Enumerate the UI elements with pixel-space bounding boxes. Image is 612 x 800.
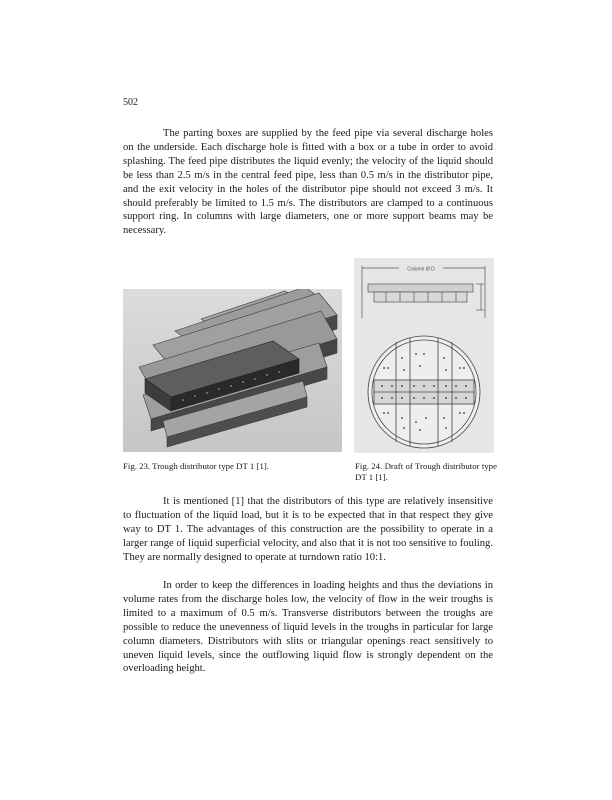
page-number: 502 [123, 97, 138, 108]
column-diameter-label: Column Ø D [407, 266, 435, 273]
figure-23-caption: Fig. 23. Trough distributor type DT 1 [1]. [123, 461, 269, 471]
paragraph-1: The parting boxes are supplied by the feed pipe via several discharge holes on the underside. Each discharge hole is fitted with a box or a tube in order to avoid splashing. The feed pipe distributes the liquid evenly; the velocity of the liquid should be less than 2.5 m/s in the central feed pipe, less than 0.5 m/s in the distributor pipe, and the exit velocity in the holes of the distributor pipe should not exceed 3 m/s. It should preferably be limited to 1.5 m/s. The distributors are clamped to a continuous support ring. In columns with large diameters, one or more support beams may be necessary. [123, 128, 493, 237]
paragraph-2: It is mentioned [1] that the distributors of this type are relatively insensitive to fluctuation of the liquid load, but it is to be expected that in that respect they give way to DT 1. The advantages of this construction are the possibility to operate in a larger range of liquid superficial velocity, and also that it is not too sensitive to fouling. They are normally designed to operate at turndown ratio 10:1. [123, 496, 493, 563]
figure-24-caption: Fig. 24. Draft of Trough distributor type DT 1 [1]. [355, 461, 497, 482]
plan-view [368, 336, 480, 448]
paragraph-3: In order to keep the differences in loading heights and thus the deviations in volume rates from the discharge holes low, the velocity of flow in the weir troughs is limited to a maximum of 0.5 m/s. Transverse distributors between the troughs are possible to reduce the unevenness of liquid levels in the troughs in particular for large column diameters. Distributors with slits or triangular openings react sensitively to uneven liquid levels, since the outflowing liquid flow is strongly dependent on the overloading height. [123, 580, 493, 675]
figure-23-trough-distributor [123, 289, 342, 452]
figure-24-draft-drawing [354, 258, 494, 453]
